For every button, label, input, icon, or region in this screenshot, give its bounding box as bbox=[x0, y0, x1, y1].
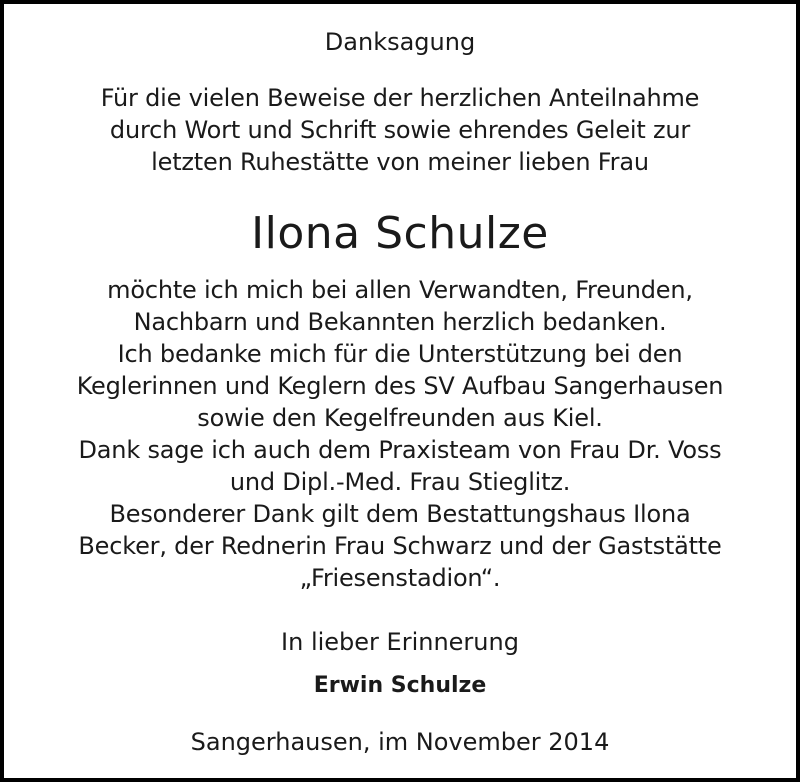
body-line: Becker, der Rednerin Frau Schwarz und der Gaststätte bbox=[78, 532, 722, 560]
body-line: Besonderer Dank gilt dem Bestattungshaus Ilona bbox=[109, 500, 691, 528]
body-line: Ich bedanke mich für die Unterstützung bei den bbox=[117, 340, 683, 368]
notice-heading: Danksagung bbox=[324, 28, 476, 56]
body-line: sowie den Kegelfreunden aus Kiel. bbox=[197, 404, 603, 432]
intro-line: Für die vielen Beweise der herzlichen Anteilnahme bbox=[100, 84, 700, 112]
body-paragraph bbox=[4, 274, 796, 594]
intro-line: durch Wort und Schrift sowie ehrendes Geleit zur bbox=[109, 116, 691, 144]
intro-line: letzten Ruhestätte von meiner lieben Frau bbox=[151, 148, 649, 176]
body-line: Nachbarn und Bekannten herzlich bedanken. bbox=[133, 308, 667, 336]
body-line: Dank sage ich auch dem Praxisteam von Frau Dr. Voss bbox=[78, 436, 722, 464]
intro-paragraph bbox=[4, 82, 796, 178]
signature-name: Erwin Schulze bbox=[313, 673, 487, 698]
body-line: Keglerinnen und Keglern des SV Aufbau Sangerhausen bbox=[76, 372, 724, 400]
body-line: und Dipl.-Med. Frau Stieglitz. bbox=[229, 468, 571, 496]
body-line: möchte ich mich bei allen Verwandten, Freunden, bbox=[107, 276, 693, 304]
closing-phrase: In lieber Erinnerung bbox=[281, 628, 519, 656]
place-date: Sangerhausen, im November 2014 bbox=[190, 728, 610, 756]
body-line: „Friesenstadion“. bbox=[299, 564, 501, 592]
deceased-name: Ilona Schulze bbox=[251, 208, 549, 259]
